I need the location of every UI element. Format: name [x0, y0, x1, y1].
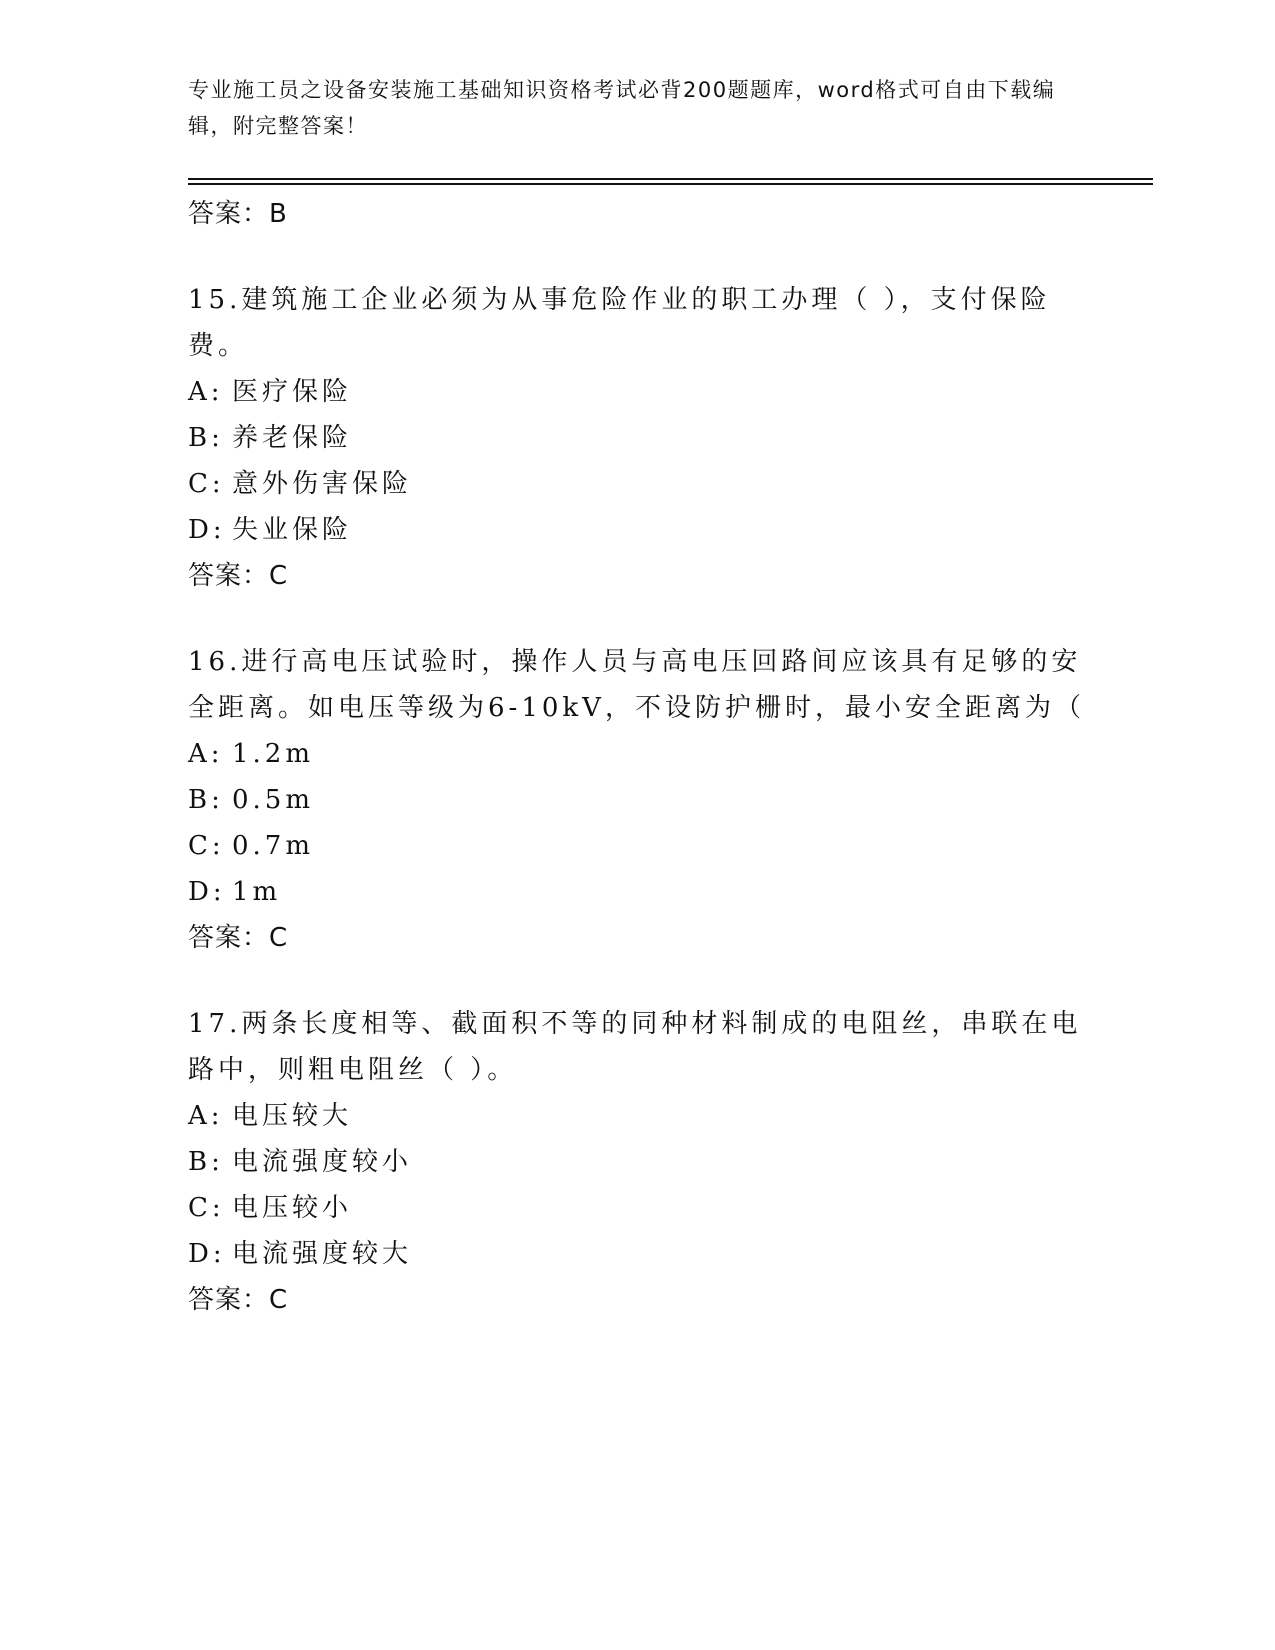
- question-17: [188, 1001, 1088, 1323]
- question-15: [188, 277, 1088, 599]
- question-stem: 16.进行高电压试验时，操作人员与高电压回路间应该具有足够的安全距离。如电压等级为6-10kV，不设防护栅时，最小安全距离为（: [188, 647, 1085, 723]
- option-text: 电流强度较小: [232, 1147, 413, 1177]
- option-d: [188, 507, 1088, 553]
- option-text: 养老保险: [232, 423, 353, 453]
- option-text: 失业保险: [232, 515, 353, 545]
- option-b: [188, 415, 1088, 461]
- question-stem: 15.建筑施工企业必须为从事危险作业的职工办理（ ），支付保险费。: [188, 285, 1051, 361]
- option-a: [188, 1093, 1088, 1139]
- question-stem: 17.两条长度相等、截面积不等的同种材料制成的电阻丝，串联在电路中，则粗电阻丝（ ）。: [188, 1009, 1082, 1085]
- option-key: A:: [188, 377, 224, 407]
- option-b: [188, 1139, 1088, 1185]
- option-key: D:: [188, 1239, 226, 1269]
- document-header: 专业施工员之设备安装施工基础知识资格考试必背200题题库，word格式可自由下载编辑，附完整答案！: [188, 78, 1056, 138]
- option-key: C:: [188, 469, 225, 499]
- option-key: A:: [188, 739, 224, 769]
- option-text: 0.7m: [232, 831, 315, 861]
- option-key: C:: [188, 831, 225, 861]
- option-key: D:: [188, 515, 226, 545]
- option-c: [188, 461, 1088, 507]
- option-text: 意外伤害保险: [232, 469, 413, 499]
- header-rule-top: [188, 178, 1153, 180]
- question-16: [188, 639, 1088, 961]
- option-c: [188, 1185, 1088, 1231]
- option-key: B:: [188, 1147, 224, 1177]
- option-text: 0.5m: [232, 785, 315, 815]
- option-key: D:: [188, 877, 226, 907]
- option-d: [188, 869, 1088, 915]
- question-list: [188, 191, 1088, 1323]
- answer: 答案：C: [188, 1285, 289, 1315]
- option-d: [188, 1231, 1088, 1277]
- option-text: 电压较大: [232, 1101, 353, 1131]
- option-text: 电流强度较大: [232, 1239, 413, 1269]
- option-key: C:: [188, 1193, 225, 1223]
- option-a: [188, 369, 1088, 415]
- previous-answer: 答案：B: [188, 199, 288, 229]
- option-a: [188, 731, 1088, 777]
- option-key: B:: [188, 785, 224, 815]
- option-c: [188, 823, 1088, 869]
- option-text: 1.2m: [232, 739, 315, 769]
- answer: 答案：C: [188, 923, 289, 953]
- answer: 答案：C: [188, 561, 289, 591]
- option-text: 电压较小: [232, 1193, 353, 1223]
- option-key: B:: [188, 423, 224, 453]
- option-text: 1m: [232, 877, 282, 907]
- option-b: [188, 777, 1088, 823]
- option-text: 医疗保险: [232, 377, 353, 407]
- header-rule-bottom: [188, 183, 1153, 185]
- option-key: A:: [188, 1101, 224, 1131]
